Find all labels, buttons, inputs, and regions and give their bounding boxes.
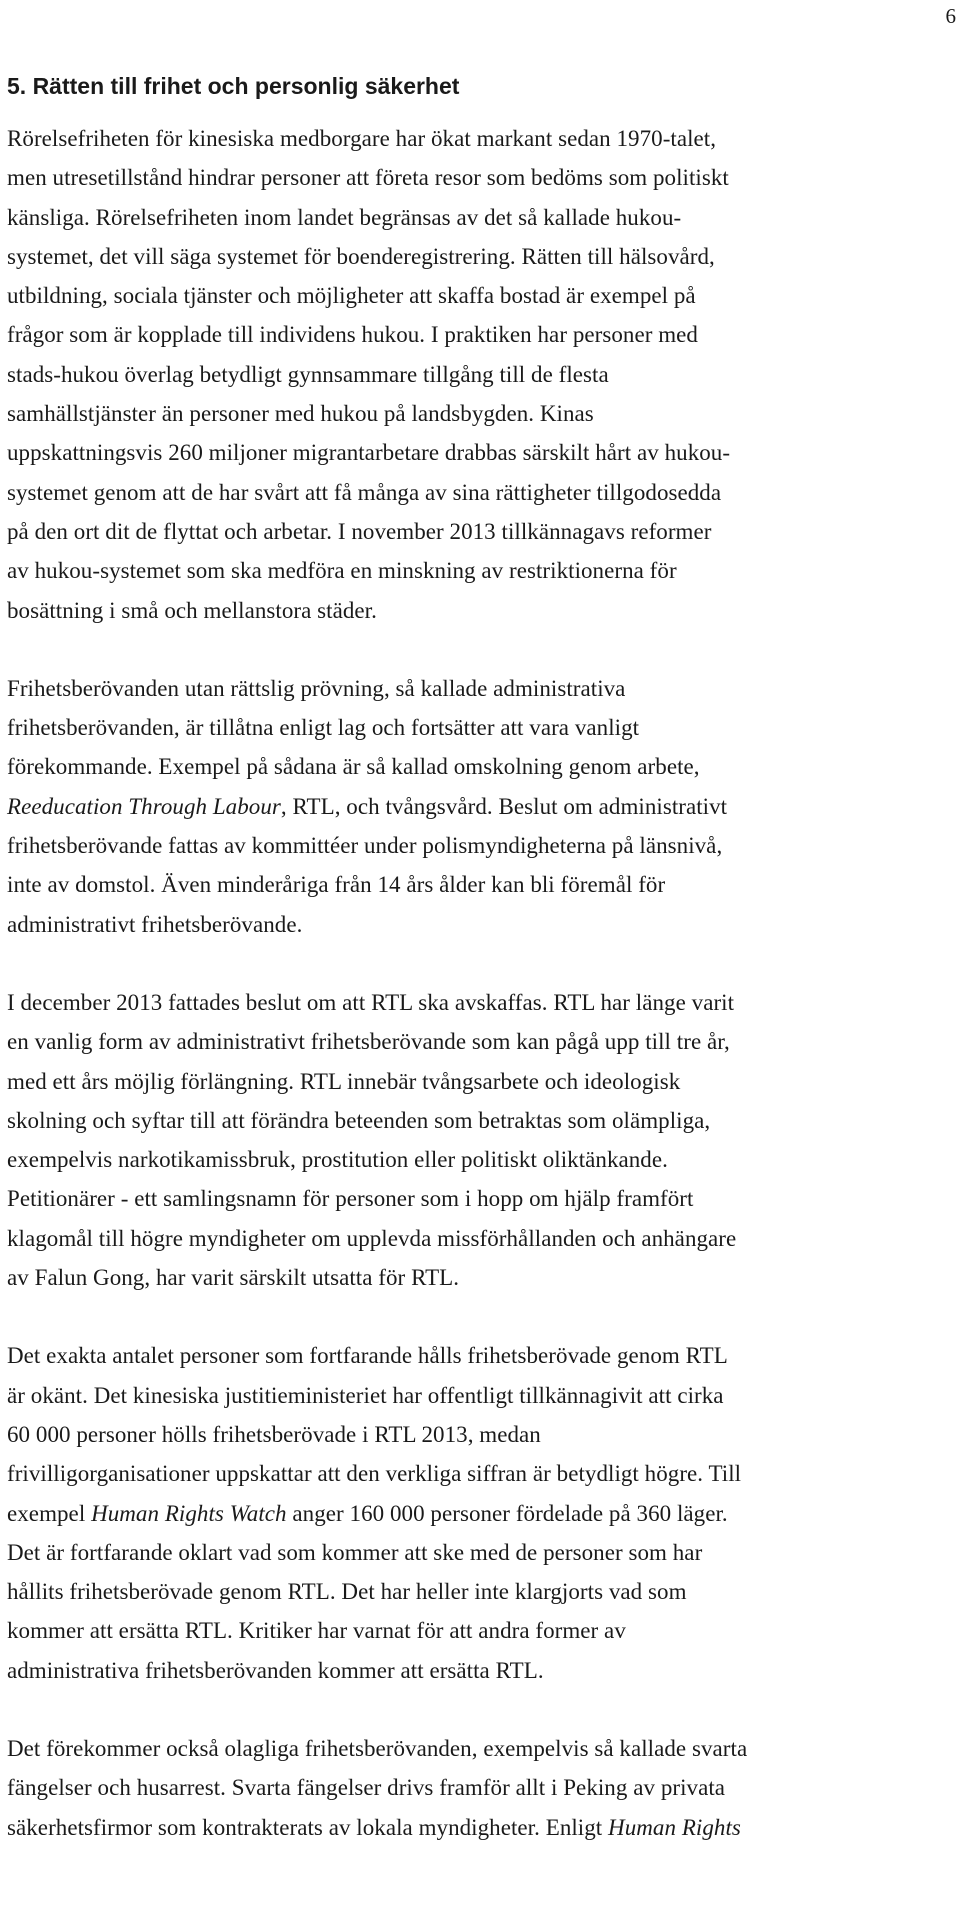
- text-line: av hukou-systemet som ska medföra en minskning av restriktionerna för: [7, 558, 677, 584]
- text-line: exempelvis narkotikamissbruk, prostitution eller politiskt oliktänkande.: [7, 1147, 668, 1173]
- text-line: är okänt. Det kinesiska justitieministeriet har offentligt tillkännagivit att cirka: [7, 1382, 724, 1408]
- text-line: bosättning i små och mellanstora städer.: [7, 597, 377, 623]
- text-line: frågor som är kopplade till individens hukou. I praktiken har personer med: [7, 322, 698, 348]
- italic-term-reeducation: Reeducation Through Labour: [7, 793, 281, 819]
- text-line: samhällstjänster än personer med hukou på landsbygden. Kinas: [7, 401, 594, 427]
- text-line: uppskattningsvis 260 miljoner migrantarbetare drabbas särskilt hårt av hukou-: [7, 440, 731, 466]
- italic-term-hrw: Human Rights Watch: [91, 1500, 287, 1526]
- text-line: 60 000 personer hölls frihetsberövade i RTL 2013, medan: [7, 1421, 541, 1447]
- text-line: administrativt frihetsberövande.: [7, 911, 303, 937]
- text-line: inte av domstol. Även minderåriga från 14 års ålder kan bli föremål för: [7, 872, 666, 898]
- body-text: [7, 119, 955, 1847]
- text-line: klagomål till högre myndigheter om upplevda missförhållanden och anhängare: [7, 1225, 737, 1251]
- paragraph-detention-numbers: [7, 1336, 955, 1690]
- text-line: administrativa frihetsberövanden kommer att ersätta RTL.: [7, 1657, 544, 1683]
- text-line: systemet, det vill säga systemet för boenderegistrering. Rätten till hälsovård,: [7, 243, 715, 269]
- text-line: utbildning, sociala tjänster och möjligheter att skaffa bostad är exempel på: [7, 283, 696, 309]
- paragraph-illegal-detention: [7, 1729, 955, 1847]
- text-line: frivilligorganisationer uppskattar att den verkliga siffran är betydligt högre. Till: [7, 1461, 742, 1487]
- text-line: fängelser och husarrest. Svarta fängelser drivs framför allt i Peking av privata: [7, 1775, 726, 1801]
- text-line: Det förekommer också olagliga frihetsberövanden, exempelvis så kallade svarta: [7, 1735, 748, 1761]
- text-line: Petitionärer - ett samlingsnamn för personer som i hopp om hjälp framfört: [7, 1186, 694, 1212]
- text-line: Det är fortfarande oklart vad som kommer att ske med de personer som har: [7, 1539, 703, 1565]
- text-line: hållits frihetsberövade genom RTL. Det har heller inte klargjorts vad som: [7, 1579, 687, 1605]
- paragraph-freedom-of-movement: [7, 119, 955, 630]
- text-line: känsliga. Rörelsefriheten inom landet begränsas av det så kallade hukou-: [7, 204, 682, 230]
- text-line: I december 2013 fattades beslut om att RTL ska avskaffas. RTL har länge varit: [7, 989, 735, 1015]
- text-fragment: anger 160 000 personer fördelade på 360 läger.: [286, 1500, 728, 1526]
- text-line: av Falun Gong, har varit särskilt utsatta för RTL.: [7, 1265, 460, 1291]
- text-fragment: exempel: [7, 1500, 92, 1526]
- text-line: [7, 1494, 955, 1533]
- text-line: Det exakta antalet personer som fortfarande hålls frihetsberövade genom RTL: [7, 1343, 728, 1369]
- text-line: Frihetsberövanden utan rättslig prövning, så kallade administrativa: [7, 675, 626, 701]
- section-heading: 5. Rätten till frihet och personlig säkerhet: [7, 73, 460, 99]
- text-line: systemet genom att de har svårt att få många av sina rättigheter tillgodosedda: [7, 479, 722, 505]
- text-line: frihetsberövanden, är tillåtna enligt lag och fortsätter att vara vanligt: [7, 715, 640, 741]
- paragraph-rtl-abolished: [7, 983, 955, 1297]
- page-number: 6: [945, 4, 956, 28]
- paragraph-administrative-detention: [7, 669, 955, 944]
- text-line: frihetsberövande fattas av kommittéer under polismyndigheterna på länsnivå,: [7, 833, 723, 859]
- text-line: på den ort dit de flyttat och arbetar. I november 2013 tillkännagavs reformer: [7, 518, 712, 544]
- text-line: [7, 787, 955, 826]
- text-fragment: , RTL, och tvångsvård. Beslut om administrativt: [280, 793, 728, 819]
- text-line: kommer att ersätta RTL. Kritiker har varnat för att andra former av: [7, 1618, 626, 1644]
- text-line: med ett års möjlig förlängning. RTL innebär tvångsarbete och ideologisk: [7, 1068, 681, 1094]
- text-line: [7, 1808, 955, 1847]
- text-fragment: säkerhetsfirmor som kontrakterats av lokala myndigheter. Enligt: [7, 1814, 609, 1840]
- text-line: men utresetillstånd hindrar personer att företa resor som bedöms som politiskt: [7, 165, 729, 191]
- italic-term-human-rights: Human Rights: [608, 1814, 741, 1840]
- text-line: stads-hukou överlag betydligt gynnsammare tillgång till de flesta: [7, 361, 609, 387]
- text-line: Rörelsefriheten för kinesiska medborgare har ökat markant sedan 1970-talet,: [7, 126, 717, 151]
- text-line: förekommande. Exempel på sådana är så kallad omskolning genom arbete,: [7, 754, 700, 780]
- text-line: skolning och syftar till att förändra beteenden som betraktas som olämpliga,: [7, 1107, 711, 1133]
- text-line: en vanlig form av administrativt frihetsberövande som kan pågå upp till tre år,: [7, 1029, 730, 1055]
